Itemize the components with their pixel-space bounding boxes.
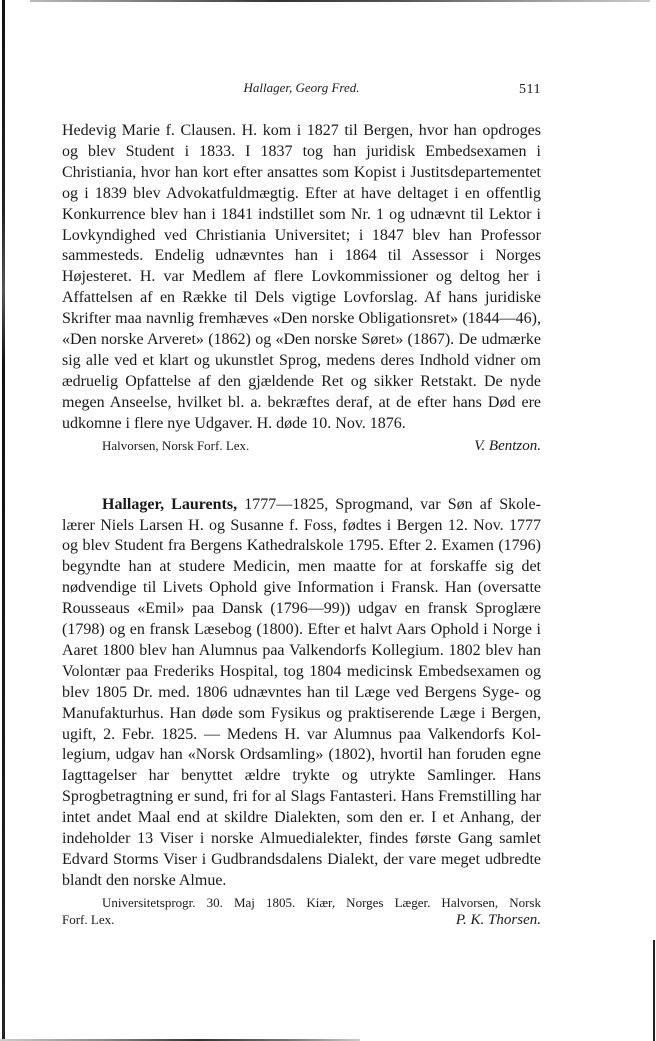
entry-body-text: 1777—1825, Sprogmand, var Søn af Skolelærer Niels Larsen H. og Susanne f. Foss, fødtes i Bergen 12. Nov. 1777 og blev Student fra Bergens Kathedralskole 1795. Efter 2. Examen (1796) begyndte han at studere Medicin, men maatte for at forskaffe sig det nødvendige til Livets Ophold give Information i Fransk. Han (oversatte Rousseaus «Emil» paa Dansk (1796—99)) udgav en fransk Sproglære (1798) og en fransk Læsebog (1800). Efter et halvt Aars Ophold i Norge i Aaret 1800 blev han Alumnus paa Valkendorfs Kollegium. 1802 blev han Volontær paa Frederiks Hospital, tog 1804 medicinsk Embedsexamen og blev 1805 Dr. med. 1806 udnævntes han til Læge ved Bergens Syge- og Manufakturhus. Han døde som Fysikus og praktiserende Læge i Bergen, ugift, 2. Febr. 1825. — Medens H. var Alumnus paa Valkendorfs Kollegium, udgav han «Norsk Ordsamling» (1802), hvortil han foruden egne Iagttagelser har benyttet ældre trykte og utrykte Samlinger. Hans Sprogbetragtning er sund, fri for al Slags Fantasteri. Hans Fremstilling har intet andet Maal end at skildre Dialekten, som den er. I et Anhang, der indeholder 13 Viser i norske Almuedialekter, findes første Gang samlet Edvard Storms Viser i Gudbrandsdalens Dialekt, der vare meget udbredte blandt den norske Almue. — [62, 495, 541, 889]
entry-hallager-laurents — [62, 495, 541, 929]
running-title: Hallager, Georg Fred. — [243, 80, 360, 95]
entry-headword: Hallager, Laurents, — [102, 495, 238, 513]
scan-edge-right — [653, 940, 655, 1041]
running-head — [62, 78, 541, 100]
author-signature: P. K. Thorsen. — [455, 911, 541, 928]
entry-sources — [62, 437, 541, 455]
author-signature: V. Bentzon. — [474, 437, 541, 454]
sources-text-line2: Forf. Lex. — [62, 911, 115, 927]
scan-edge-left — [2, 0, 5, 1041]
entry-body — [62, 495, 541, 892]
entry-hallager-georg-fred-continued — [62, 121, 541, 455]
entry-body — [62, 121, 541, 435]
book-page — [62, 78, 541, 929]
sources-text: Halvorsen, Norsk Forf. Lex. — [102, 437, 250, 453]
entry-body-text: Hedevig Marie f. Clausen. H. kom i 1827 til Bergen, hvor han opdroges og blev Student i 1833. I 1837 tog han juridisk Embedsexamen i Christiania, hvor han kort efter ansattes som Kopist i Justitsdepartementet og i 1839 blev Advokatfuldmægtig. Efter at have deltaget i en offentlig Konkurrence blev han i 1841 indstillet som Nr. 1 og udnævnt til Lektor i Lovkyndighed ved Christiania Universitet; i 1847 blev han Professor sammesteds. Endelig udnævntes han i 1864 til Assessor i Norges Højesteret. H. var Medlem af flere Lovkommissioner og deltog her i Affattelsen af en Række til Dels vigtige Lovforslag. Af hans juridiske Skrifter maa navnlig fremhæves «Den norske Obligationsret» (1844—46), «Den norske Arveret» (1862) og «Den norske Søret» (1867). De udmærke sig alle ved et klart og ukunstlet Sprog, medens deres Indhold vidner om ædruelig Opfattelse af den gjældende Ret og sikker Retstakt. De nyde megen Anseelse, hvilket bl. a. bekræftes deraf, at de efter hans Død ere udkomne i flere nye Udgaver. H. døde 10. Nov. 1876. — [62, 122, 541, 432]
page-number: 511 — [519, 82, 541, 97]
sources-text-line1: Universitetsprogr. 30. Maj 1805. Kiær, Norges Læger. Halvorsen, Norsk — [102, 894, 541, 910]
scan-edge-top — [30, 0, 650, 2]
entry-sources — [62, 894, 541, 929]
